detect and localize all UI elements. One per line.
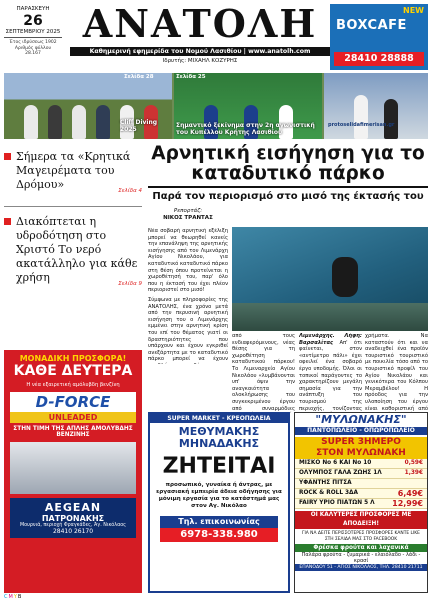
promo-day: ΚΑΘΕ ΔΕΥΤΕΡΑ [13, 363, 133, 379]
store-type: SUPER MARKET - ΚΡΕΟΠΩΛΕΙΑ [150, 414, 288, 423]
offer-title-1: SUPER 3ΗΜΕΡΟ [295, 437, 427, 448]
left-column [4, 150, 142, 348]
list-item: ΟΛΥΜΠΟΣ ΓΑΛΑ ΖΩΗΣ 1Λ 1,39€ [295, 469, 427, 479]
owner-name: ΠΑΤΡΟΝΑΚΗΣ [41, 513, 105, 523]
weekday: ΠΑΡΑΣΚΕΥΗ [16, 6, 50, 12]
offers-note: ΟΙ ΚΑΛΥΤΕΡΕΣ ΠΡΟΣΦΟΡΕΣ ΜΕ ΑΠΟΔΕΙΞΗ! [295, 511, 427, 529]
divider [4, 206, 142, 207]
story-column-2 [299, 333, 362, 413]
dforce-logo: D-FORCE [10, 392, 136, 412]
story-column-3 [365, 333, 428, 413]
boxcafe-name: BOXCAFE [336, 18, 407, 33]
list-item: ΜΙΣΚΟ Νο 6 ΚΑΙ Νο 10 0,59€ [295, 459, 427, 469]
gas-station-image [10, 442, 136, 494]
diver-figure [332, 257, 358, 297]
byline-name: ΝΙΚΟΣ ΤΡΑΝΤΑΣ [163, 215, 213, 221]
site-watermark: protoselidafimerisan.gr [328, 122, 395, 128]
photo-page-b: Σελίδα 25 [176, 74, 206, 80]
mylonakis-ad[interactable] [294, 412, 428, 593]
newspaper-title: ΑΝΑΤΟΛΗ [82, 1, 318, 46]
wanted-title: ΖΗΤΕΙΤΑΙ [162, 454, 276, 479]
phone: 28410 26170 [52, 527, 94, 535]
shop-name: "ΜΥΛΩΝΑΚΗΣ" [295, 413, 427, 427]
headline: Αρνητική εισήγηση για το καταδυτικό πάρκο [151, 143, 425, 184]
address: Μουρνιά, περιοχή Φραγκάδες, Άγ. Νικόλαος [20, 522, 126, 528]
story-column-1: από τους ενδιαφερόμενους, νέας θέσης για τη χωροθέτηση καταδυτικού πάρκου! Το Λιμεναρχείο Αγίου Νικολάου «λυμβάνονται υπ' όψιν την αναγκαιότητα ολοκλήρωσης του συγκεκριμένου έργου από συναρμόδιες [232, 333, 295, 412]
date-box [4, 6, 62, 56]
seabed [232, 303, 428, 331]
photo-strip [4, 73, 428, 139]
boxcafe-ad[interactable] [330, 4, 428, 70]
red-square-icon [4, 153, 11, 160]
left-story-2-title: Διακόπτεται η υδροδότηση στο Χριστό Το νερό ακατάλληλο για κάθε χρήση [16, 215, 138, 284]
photo-football[interactable] [174, 73, 322, 139]
price-note: ΣΤΗΝ ΤΙΜΗ ΤΗΣ ΑΠΛΗΣ ΑΜΟΛΥΒΔΗΣ ΒΕΝΖΙΝΗΣ [13, 425, 133, 438]
founded: Έτος ιδρύσεως 1902 [9, 40, 57, 46]
paragraph-2: Σύμφωνα με πληροφορίες της ΑΝΑΤΟΛΗΣ, ένα χρόνο μετά από την περυσινή αρνητική εισήγηση του ο Λιμενάρχης εμμένει στην αρνητική κρίση του επί του θέματος γιατί οι δραστηριότητες που υπάρχουν και έχουν εγκριθεί ανεξάρτητα με το καταδυτικό πάρκο μπορεί να έχουν [148, 296, 228, 363]
photo-ceremony[interactable] [4, 73, 172, 139]
print-marks: CMYB [4, 594, 23, 600]
subhead: Παρά τον περιορισμό στο μισό της έκτασής του [148, 186, 428, 203]
photo-caption-b: Σημαντικό ξεκίνημα στην 2η αγωνιστική του Κυπέλλου Κρήτης Λασιθίου [176, 122, 315, 136]
left-story-2-page: Σελίδα 9 [118, 281, 142, 287]
photo-page-a: Σελίδα 28 [124, 74, 154, 80]
byline [148, 208, 228, 222]
left-story-2[interactable] [4, 215, 142, 291]
founder: Ιδρυτής: ΜΙΧΑΗΛ ΚΟΖΥΡΗΣ [162, 58, 238, 64]
story-body [148, 228, 228, 364]
story-column-2-text: Απ' ότι φαίνεται, στον «αντίμετρο πάλι» έχει οφειλεί ένα σοβαρό έργο υποδομής. Όλοι οι τοπικοί παράγοντες το χαρακτηρίζουν μεγάλη σημασία για την ανάπτυξη του τουρισμού της περιοχής, τονίζοντας [299, 339, 362, 412]
byline-label: Ρεπορτάζ: [173, 208, 203, 214]
aegean-box [10, 498, 136, 538]
list-item: ROCK & ROLL 3ΔΑ 6,49€ [295, 489, 427, 499]
job-description: προσωπικό, γυναίκα ή άντρας, με εργασιακή εμπειρία άδεια οδήγησης για μόνιμη εργασία για το κατάστημά μας στον Αγ. Νικόλαο [156, 482, 282, 509]
day-number: 26 [23, 12, 43, 29]
unleaded-label: UNLEADED [10, 412, 136, 423]
offer-title-2: ΣΤΟΝ ΜΥΛΩΝΑΚΗ [295, 448, 427, 459]
photo-credit: Λιμενάρχης. Λήψη: Βαρσαλίτας [299, 333, 362, 346]
photo-caption-a: Cliff Diving 2025 [120, 119, 158, 133]
new-badge: NEW [403, 6, 424, 15]
paragraph-1: Νέα σοβαρή αρνητική εξέλιξη μπορεί να θεωρηθεί κανείς την επανάληψη της αρνητικής εισήγησης από τον Λιμενάρχη Αγίου Νικολάου, για καταδυτικό καταδυτικό πάρκο στη θέση όπου προτείνεται η χωροθέτησή του, παρ' όλο που η έκτασή του έχει πλέον περιοριστεί στο μισό! [148, 228, 228, 294]
fresh-label: Φρέσκα φρούτα και λαχανικά [295, 544, 427, 552]
aegean-logo: AEGEAN [44, 500, 102, 514]
diver-photo[interactable] [232, 227, 428, 331]
store-name: ΜΕΘΥΜΑΚΗΣ ΜΗΝΑΔΑΚΗΣ [178, 425, 260, 450]
fresh-sub: Παλάρα φρούτα - ζυμαρικά - ελαιόλαδο - λάδι - κρασί [301, 552, 421, 564]
shop-address: ΕΠΑΝΟΔΟΥ 51 - ΑΓΙΟΣ ΝΙΚΟΛΑΟΣ, ΤΗΛ. 28410 21711 [295, 564, 427, 571]
month-year: ΣΕΠΤΕΜΒΡΙΟΥ 2025 [5, 28, 61, 35]
boxcafe-phone: 28410 28888 [334, 52, 424, 66]
shop-type: ΠΑΝΤΟΠΩΛΕΙΟ - ΟΠΩΡΟΠΩΛΕΙΟ [295, 427, 427, 435]
aegean-ad[interactable] [4, 350, 142, 593]
left-story-1-page: Σελίδα 4 [118, 188, 142, 194]
contact-phone[interactable]: 6978-338.980 [160, 528, 278, 542]
list-item: FAIRY YPIO ΠΙΑΤΩΝ 5 Λ 12,99€ [295, 499, 427, 509]
main-story[interactable] [148, 144, 428, 184]
left-story-1-title: Σήμερα τα «Κρητικά Μαγειρέματα του Δρόμου» [16, 150, 131, 191]
facebook-note: ΓΙΑ ΝΑ ΔΕΙΤΕ ΠΕΡΙΣΣΟΤΕΡΕΣ ΠΡΟΣΦΟΡΕΣ ΚΑΝΤΕ LIKE ΣΤΗ ΣΕΛΙΔΑ ΜΑΣ ΣΤΟ FACEBOOK [302, 531, 420, 542]
photo-players[interactable] [324, 73, 428, 139]
list-item: ΥΦΑΝΤΗΣ ΠΙΤΣΑ [295, 479, 427, 489]
red-square-icon [4, 218, 11, 225]
issue-label: Αριθμός φύλλου [14, 45, 52, 51]
issue-number: 28.167 [25, 50, 41, 56]
contact-label: Τηλ. επικοινωνίας [160, 516, 278, 528]
tagline: Καθημερινή εφημερίδα του Νομού Λασιθίου | www.anatolh.com [70, 47, 330, 56]
job-ad[interactable] [148, 412, 290, 593]
story-column-3-text: χρήματα. Να καταστούν ότι και να αναδειχθεί ένα προϊόν τουριστικό τουριστικό με ποικιλία τόσο από το τουριστικό προφίλ του Αγίου Νικολάου και γενικότερα του Κόλπου Μεραμβέλου! Η πρόοδος για την υλοποίηση του έργου είναι καθοριστική από [365, 333, 428, 412]
left-story-1[interactable] [4, 150, 142, 198]
promo-label: ΜΟΝΑΔΙΚΗ ΠΡΟΣΦΟΡΑ! [19, 354, 127, 363]
promo-text: Η νέα εξαιρετική αμόλυβδη βενζίνη [26, 382, 120, 388]
